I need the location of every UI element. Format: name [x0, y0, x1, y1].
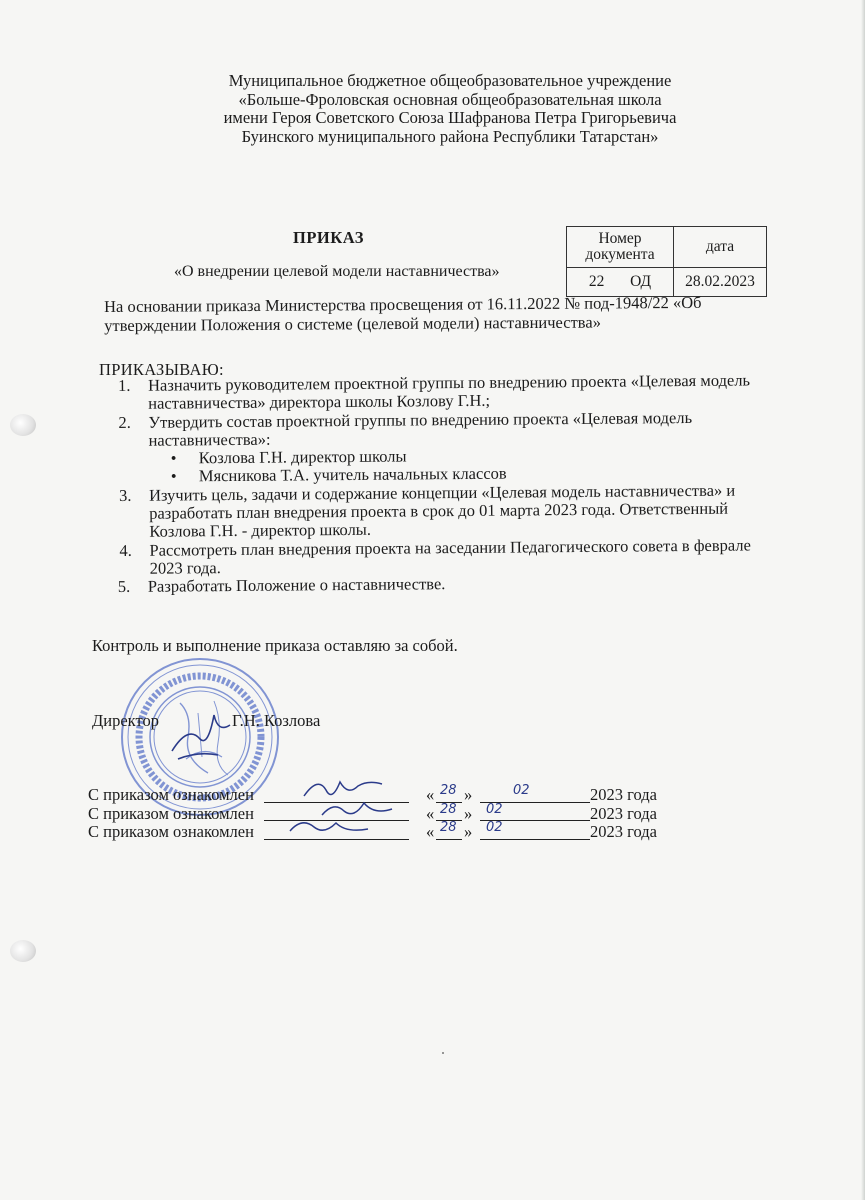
day-line: [436, 839, 462, 840]
month-value: 02: [513, 783, 530, 798]
item-text: Изучить цель, задачи и содержание концепции «Целевая модель наставничества» и разработать план внедрения проекта в срок до 01 марта 2023 года. Ответственный Козлова Г.Н. - директор школы.: [148, 480, 736, 542]
school-header: [150, 72, 750, 146]
item-text: Утвердить состав проектной группы по внедрению проекта «Целевая модель наставничества»:: [148, 407, 693, 450]
bullet-icon: •: [170, 466, 177, 487]
quote-open: «: [426, 803, 435, 823]
header-line: имени Героя Советского Союза Шафранова Петра Григорьевича: [223, 108, 677, 127]
header-line: Буинского муниципального района Республики Татарстан»: [241, 126, 659, 146]
year-suffix: 2023 года: [590, 822, 657, 841]
doc-date-header: дата: [674, 227, 767, 268]
doc-number-suffix: ОД: [630, 273, 652, 290]
order-title: ПРИКАЗ: [293, 228, 364, 247]
signature-icon: [284, 813, 374, 843]
list-item: [119, 481, 769, 542]
item-text: Разработать Положение о наставничестве.: [147, 574, 446, 597]
item-text: Рассмотреть план внедрения проекта на заседании Педагогического совета в феврале 2023 года.: [149, 535, 751, 578]
header-line: Муниципальное бюджетное общеобразовательное учреждение: [228, 71, 672, 90]
control-sentence: Контроль и выполнение приказа оставляю за собой.: [92, 636, 458, 655]
decree-heading: ПРИКАЗЫВАЮ:: [99, 360, 224, 379]
doc-number-header: Номер документа: [567, 227, 674, 268]
month-value: 02: [486, 820, 503, 835]
bullet-icon: •: [170, 448, 177, 468]
director-name: Г.Н. Козлова: [232, 711, 321, 730]
basis-paragraph: На основании приказа Министерства просвещения от 16.11.2022 № под-1948/22 «Об утверждении Положения о системе (целевой модели) наставничества»: [103, 292, 702, 335]
item-number: 5.: [117, 577, 131, 597]
list-item: [118, 408, 768, 450]
order-subject: «О внедрении целевой модели наставничества»: [174, 263, 500, 280]
item-number: 2.: [118, 412, 131, 432]
item-number: 1.: [117, 375, 131, 395]
doc-number-value: 22: [588, 273, 605, 290]
quote-close: »: [464, 803, 473, 823]
punch-hole-top: [10, 414, 36, 436]
item-text: Назначить руководителем проектной группы по внедрению проекта «Целевая модель наставничества» директора школы Козлову Г.Н.;: [147, 370, 751, 414]
document-number-table: [566, 226, 767, 297]
list-item: [118, 573, 770, 597]
day-value: 28: [440, 801, 457, 817]
quote-open: «: [426, 785, 435, 804]
month-line: [480, 839, 590, 840]
order-items-list: [118, 371, 770, 596]
quote-open: «: [426, 822, 435, 841]
item-number: 3.: [118, 485, 132, 505]
quote-close: »: [464, 785, 473, 804]
director-title: Директор: [92, 711, 159, 730]
acquaint-label: С приказом ознакомлен: [88, 822, 254, 841]
group-member-text: Козлова Г.Н. директор школы: [198, 446, 407, 468]
acquaint-label: С приказом ознакомлен: [88, 803, 254, 823]
list-item: [119, 536, 769, 578]
punch-hole-bottom: [10, 940, 36, 962]
item-number: 4.: [119, 540, 132, 560]
group-member-text: Мясникова Т.А. учитель начальных классов: [198, 464, 507, 486]
page-edge: [861, 0, 865, 1200]
header-line: «Больше-Фроловская основная общеобразовательная школа: [238, 89, 662, 109]
quote-close: »: [464, 822, 473, 841]
year-suffix: 2023 года: [590, 785, 657, 804]
day-value: 28: [440, 783, 457, 798]
doc-date-value: 28.02.2023: [674, 268, 767, 297]
day-value: 28: [440, 820, 457, 835]
month-value: 02: [486, 801, 503, 817]
dot-mark: [442, 1052, 444, 1054]
year-suffix: 2023 года: [590, 803, 657, 823]
acquaint-label: С приказом ознакомлен: [88, 785, 254, 804]
